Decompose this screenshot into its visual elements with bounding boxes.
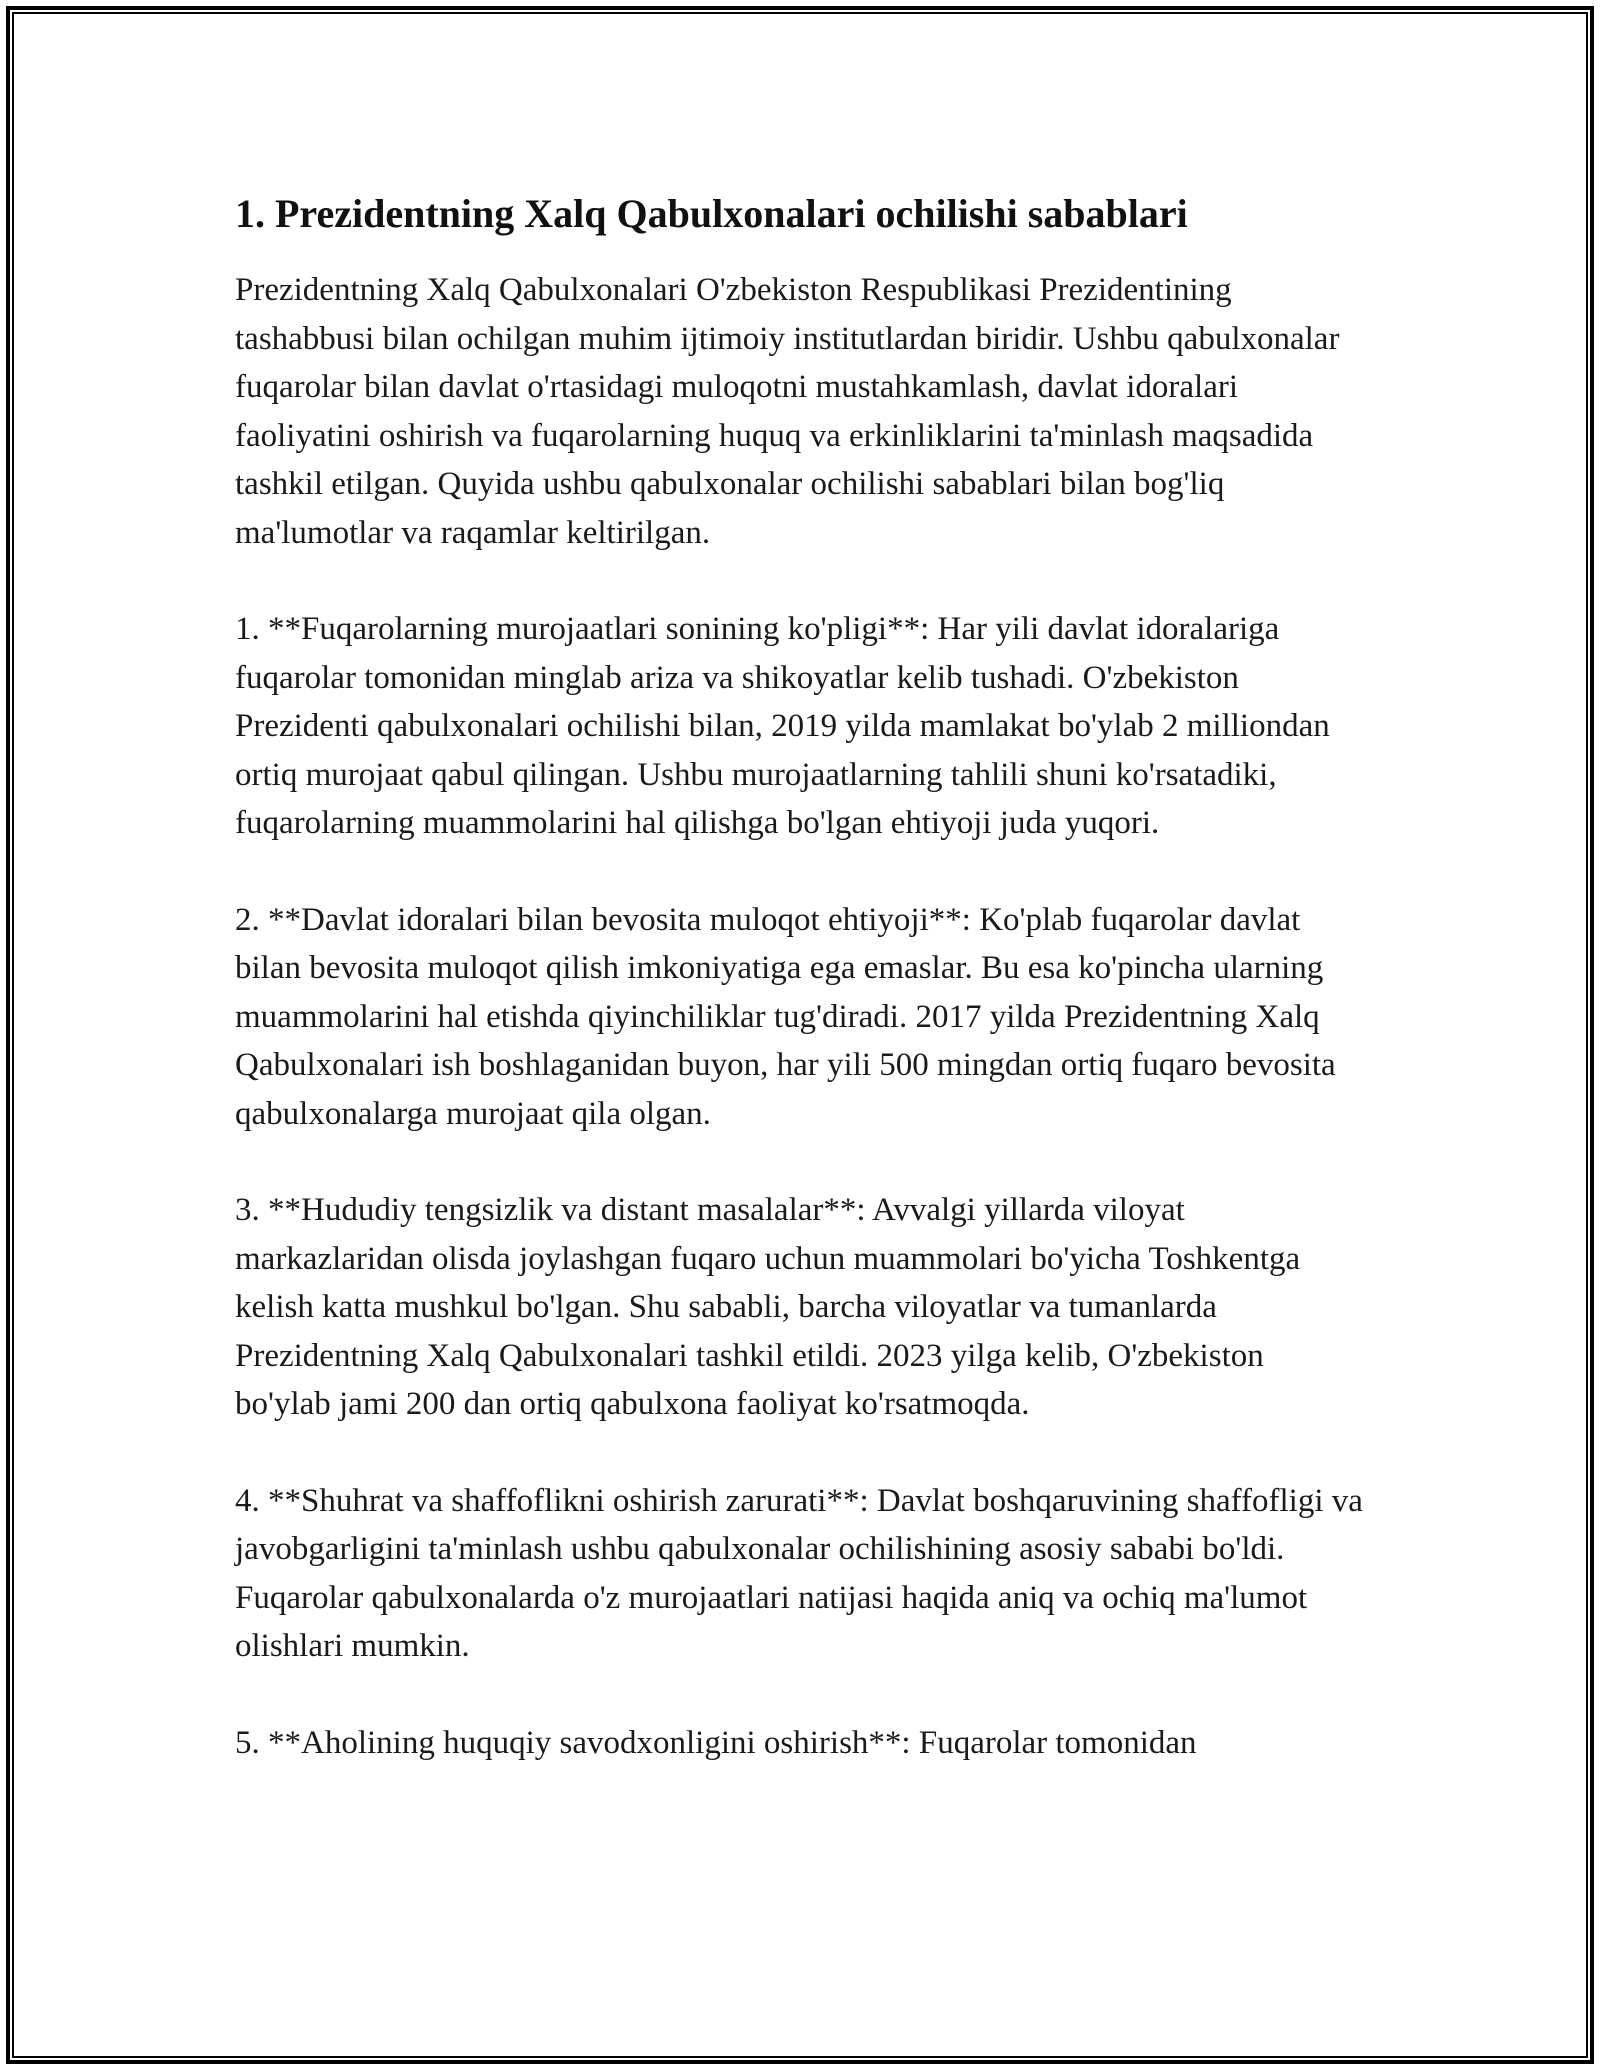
section-heading: 1. Prezidentning Xalq Qabulxonalari ochilishi sabablari [235,191,1188,236]
list-item-4: 4. **Shuhrat va shaffoflikni oshirish zarurati**: Davlat boshqaruvining shaffofligi va javobgarligini ta'minlash ushbu qabulxonalar ochilishining asosiy sababi bo'ldi. Fuqarolar qabulxonalarda o'z murojaatlari natijasi haqida aniq va ochiq ma'lumot olishlari mumkin. [235,1482,1363,1664]
document-body [235,186,1365,1767]
list-item-3: 3. **Hududiy tengsizlik va distant masalalar**: Avvalgi yillarda viloyat markazlaridan olisda joylashgan fuqaro uchun muammolari bo'yicha Toshkentga kelish katta mushkul bo'lgan. Shu sababli, barcha viloyatlar va tumanlarda Prezidentning Xalq Qabulxonalari tashkil etildi. 2023 yilga kelib, O'zbekiston bo'ylab jami 200 dan ortiq qabulxona faoliyat ko'rsatmoqda. [235,1192,1301,1422]
list-item-1: 1. **Fuqarolarning murojaatlari sonining ko'pligi**: Har yili davlat idoralariga fuqarolar tomonidan minglab ariza va shikoyatlar kelib tushadi. O'zbekiston Prezidenti qabulxonalari ochilishi bilan, 2019 yilda mamlakat bo'ylab 2 milliondan ortiq murojaat qabul qilingan. Ushbu murojaatlarning tahlili shuni ko'rsatadiki, fuqarolarning muammolarini hal qilishga bo'lgan ehtiyoji juda yuqori. [235,611,1330,841]
intro-paragraph: Prezidentning Xalq Qabulxonalari O'zbekiston Respublikasi Prezidentining tashabbusi bilan ochilgan muhim ijtimoiy institutlardan biridir. Ushbu qabulxonalar fuqarolar bilan davlat o'rtasidagi muloqotni mustahkamlash, davlat idoralari faoliyatini oshirish va fuqarolarning huquq va erkinliklarini ta'minlash maqsadida tashkil etilgan. Quyida ushbu qabulxonalar ochilishi sabablari bilan bog'liq ma'lumotlar va raqamlar keltirilgan. [235,272,1340,551]
list-item-5: 5. **Aholining huquqiy savodxonligini oshirish**: Fuqarolar tomonidan [235,1724,1197,1761]
list-item-2: 2. **Davlat idoralari bilan bevosita muloqot ehtiyoji**: Ko'plab fuqarolar davlat bilan bevosita muloqot qilish imkoniyatiga ega emaslar. Bu esa ko'pincha ularning muammolarini hal etishda qiyinchiliklar tug'diradi. 2017 yilda Prezidentning Xalq Qabulxonalari ish boshlaganidan buyon, har yili 500 mingdan ortiq fuqaro bevosita qabulxonalarga murojaat qila olgan. [235,901,1336,1132]
